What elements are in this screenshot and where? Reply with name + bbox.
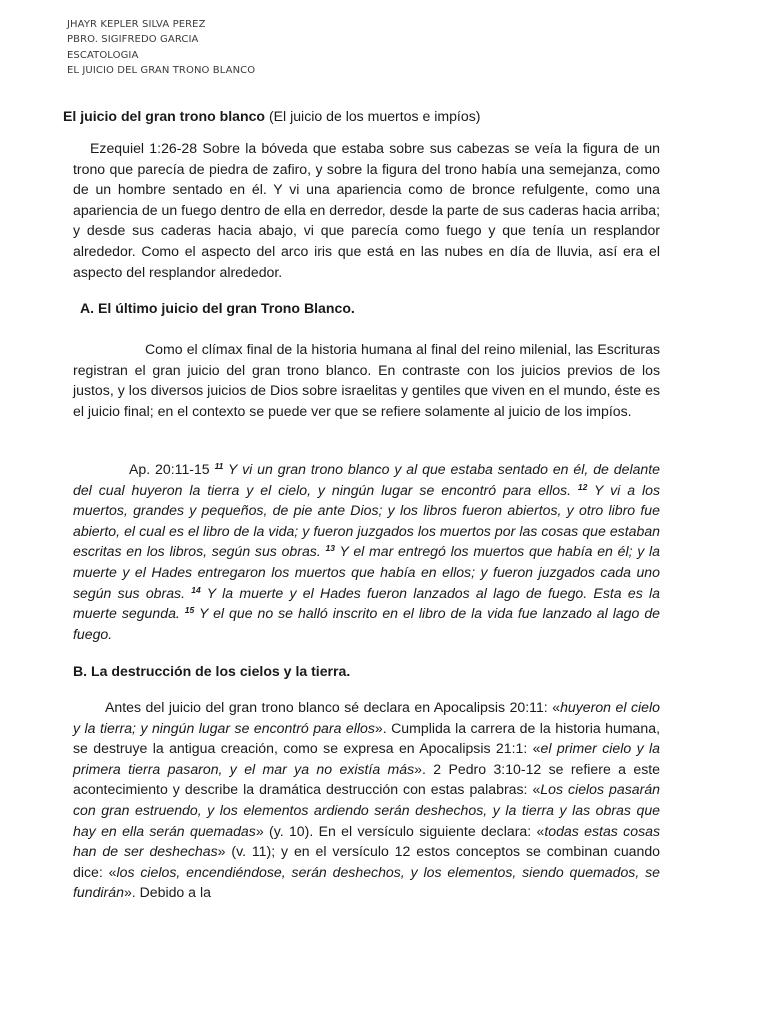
intro-paragraph: Ezequiel 1:26-28 Sobre la bóveda que estaba sobre sus cabezas se veía la figura de un trono que parecía de piedra de zafiro, y sobre la figura del trono había una semejanza, como de un hombre sentado en él. Y vi una apariencia como de bronce refulgente, como una apariencia de un fuego dentro de ella en derredor, desde la parte de sus caderas hacia arriba; y desde sus caderas hacia abajo, vi que parecía como fuego y que tenía un resplandor alrededor. Como el aspecto del arco iris que está en las nubes en día de lluvia, así era el aspecto del resplandor alrededor. xyxy=(73,140,660,280)
intro-block xyxy=(73,138,660,282)
author-name: JHAYR KEPLER SILVA PEREZ xyxy=(67,19,206,30)
verse-text: Y el que no se halló inscrito en el libro de la vida fue lanzado al lago de fuego. xyxy=(73,605,660,642)
title-bold: El juicio del gran trono blanco xyxy=(63,108,266,124)
section-a-paragraph: Como el clímax final de la historia humana al final del reino milenial, las Escrituras registran el gran juicio del gran trono blanco. En contraste con los juicios previos de los justos, y los diversos juicios de Dios sobre israelitas y gentiles que viven en el mundo, éste es el juicio final; en el contexto se puede ver que se refiere solamente al juicio de los impíos. xyxy=(73,341,660,419)
verse-number: 15 xyxy=(184,605,195,616)
text-run: ». 2 Pedro 3:10-12 se refiere a este acontecimiento y describe la dramática destrucción con estas palabras: « xyxy=(73,760,660,798)
course-name: ESCATOLOGIA xyxy=(67,49,139,61)
verse-number: 14 xyxy=(191,584,201,595)
scripture-paragraph xyxy=(73,459,660,644)
verse-text: Y vi a los muertos, grandes y pequeños, de pie ante Dios; y los libros fueron abiertos, y otro libro fue abierto, el cual es el libro de la vida; y fueron juzgados los muertos por las cosas que estaban escritas en los libros, según sus obras. xyxy=(73,481,660,560)
document-header xyxy=(67,17,255,78)
text-run: » (v. 11); y en el versículo 12 estos conceptos se combinan cuando dice: « xyxy=(73,843,661,880)
quote-run: los cielos, encendiéndose, serán deshechos, y los elementos, siendo quemados, se fundirán xyxy=(73,863,660,901)
verse-text: Y la muerte y el Hades fueron lanzados al lago de fuego. Esta es la muerte segunda. xyxy=(73,584,660,622)
verse-number: 12 xyxy=(577,481,588,492)
text-run: ». Debido a la xyxy=(123,884,211,901)
verse-text: Y vi un gran trono blanco y al que estaba sentado en él, de delante del cual huyeron la tierra y el cielo, y ningún lugar se encontró para ellos. xyxy=(73,461,661,498)
section-a-block xyxy=(73,339,660,421)
topic-name: EL JUICIO DEL GRAN TRONO BLANCO xyxy=(67,64,256,76)
verse-text: Y el mar entregó los muertos que había en él; y la muerte y el Hades entregaron los muertos que había en ellos; y fueron juzgados cada uno según sus obras. xyxy=(73,543,660,601)
quote-run: todas estas cosas han de ser deshechas xyxy=(73,822,661,860)
title-subtitle: (El juicio de los muertos e impíos) xyxy=(265,108,481,124)
section-b-paragraph xyxy=(73,697,660,903)
text-run: ». Cumplida la carrera de la historia humana, se destruye la antigua creación, como se expresa en Apocalipsis 21:1: « xyxy=(73,719,660,757)
quote-run: el primer cielo y la primera tierra pasaron, y el mar ya no existía más xyxy=(73,740,660,777)
section-a-heading: A. El último juicio del gran Trono Blanco. xyxy=(80,300,355,316)
quote-run: huyeron el cielo y la tierra; y ningún lugar se encontró para ellos xyxy=(73,699,660,736)
teacher-name: PBRO. SIGIFREDO GARCIA xyxy=(67,34,199,46)
scripture-block xyxy=(73,459,660,644)
text-run: » (y. 10). En el versículo siguiente declara: « xyxy=(255,822,545,839)
text-run: Antes del juicio del gran trono blanco sé declara en Apocalipsis 20:11: « xyxy=(105,699,561,715)
section-b-heading: B. La destrucción de los cielos y la tierra. xyxy=(73,663,351,679)
section-b-block xyxy=(73,697,660,903)
verse-number: 13 xyxy=(325,543,335,554)
document-title xyxy=(63,108,480,124)
scripture-reference: Ap. 20:11-15 xyxy=(129,461,215,477)
quote-run: Los cielos pasarán con gran estruendo, y los elementos ardiendo serán deshechos, y la tierra y las obras que hay en ella serán quemadas xyxy=(73,781,660,839)
verse-number: 11 xyxy=(214,461,224,471)
